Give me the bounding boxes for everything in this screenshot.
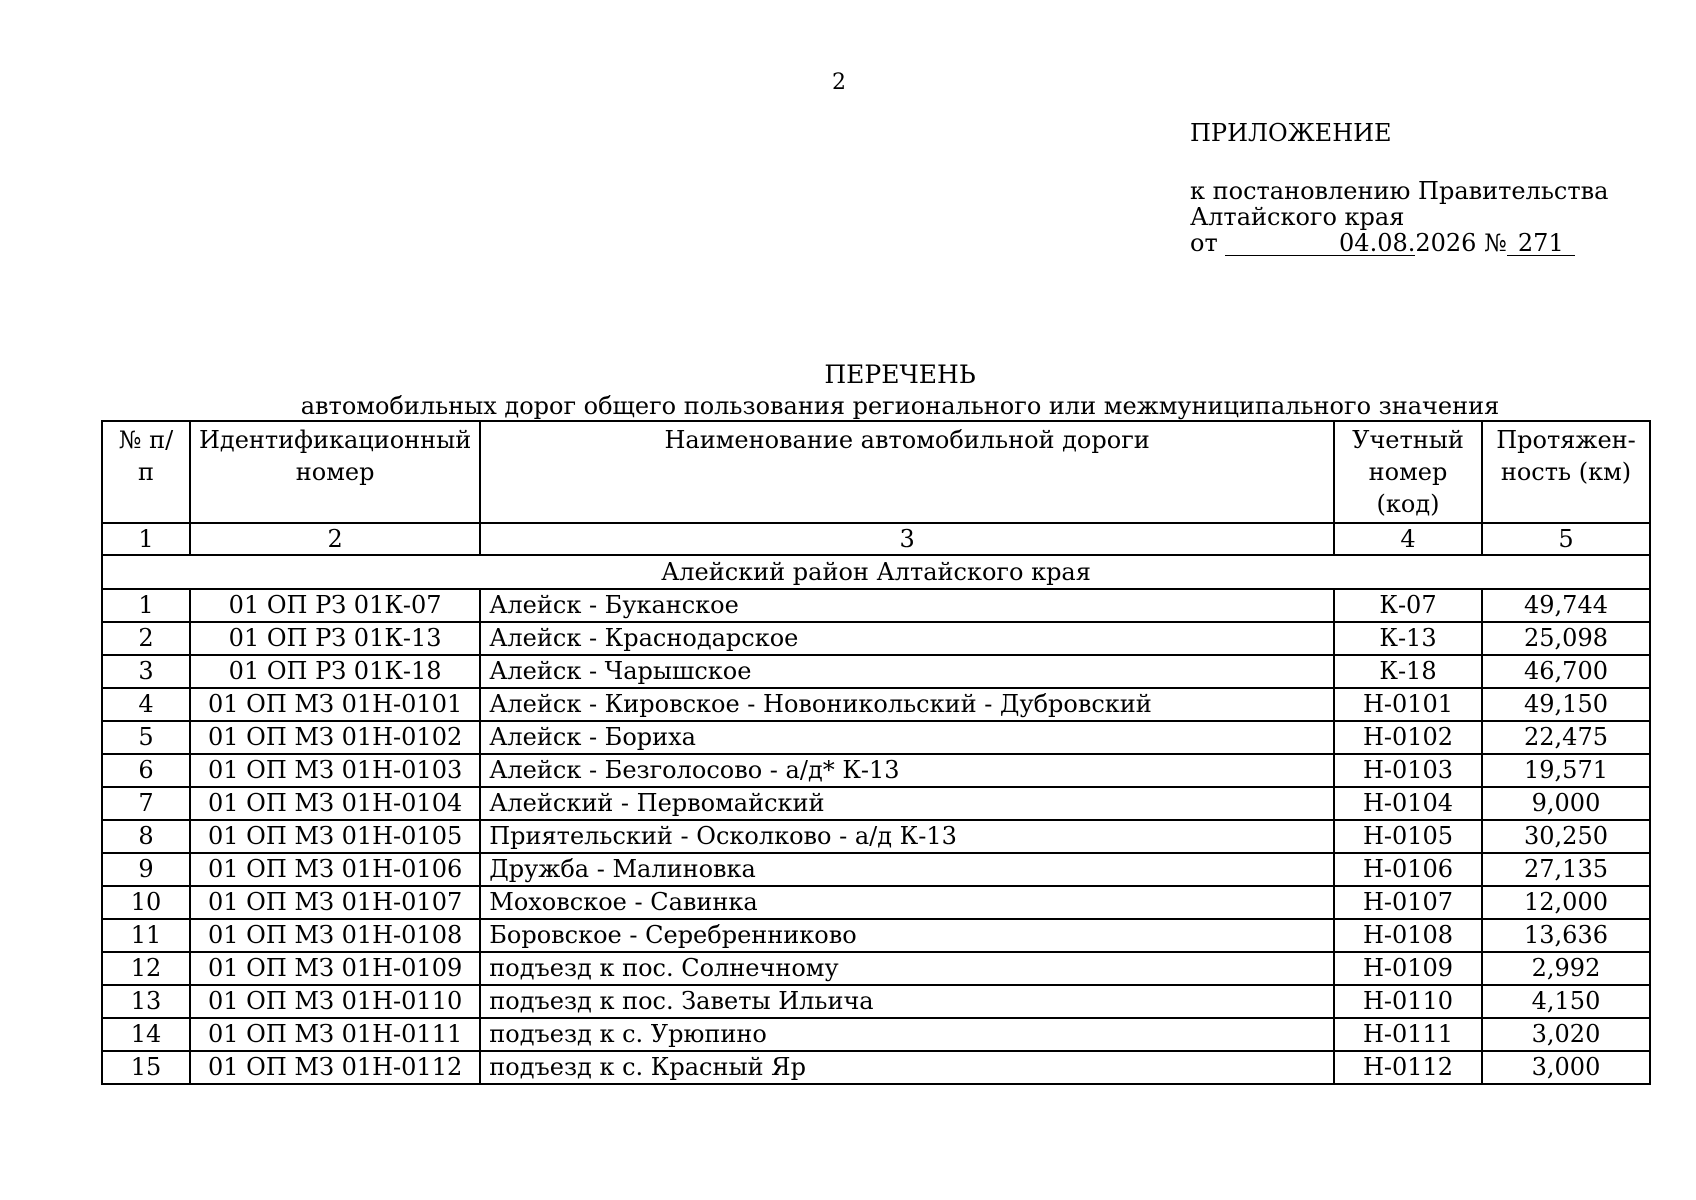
row-name-cell: Алейский - Первомайский <box>480 787 1334 820</box>
header-name: Наименование автомобильной дороги <box>480 421 1334 523</box>
row-length-cell: 3,000 <box>1482 1051 1650 1084</box>
row-name-cell: Дружба - Малиновка <box>480 853 1334 886</box>
table-row <box>102 754 1650 787</box>
row-name-cell: Алейск - Буканское <box>480 589 1334 622</box>
table-row <box>102 787 1650 820</box>
row-id-cell: 01 ОП МЗ 01Н-0107 <box>190 886 480 919</box>
row-code-cell: Н-0103 <box>1334 754 1482 787</box>
row-code-cell: Н-0107 <box>1334 886 1482 919</box>
column-number: 3 <box>480 523 1334 555</box>
column-number: 5 <box>1482 523 1650 555</box>
row-name-cell: Приятельский - Осколково - а/д К-13 <box>480 820 1334 853</box>
row-name-cell: подъезд к с. Урюпино <box>480 1018 1334 1051</box>
row-number-cell: 11 <box>102 919 190 952</box>
row-id-cell: 01 ОП МЗ 01Н-0109 <box>190 952 480 985</box>
row-code-cell: Н-0108 <box>1334 919 1482 952</box>
document-subtitle: автомобильных дорог общего пользования регионального или межмуниципального значения <box>300 392 1500 420</box>
row-id-cell: 01 ОП МЗ 01Н-0103 <box>190 754 480 787</box>
annex-number: 271 <box>1507 231 1575 256</box>
row-code-cell: Н-0111 <box>1334 1018 1482 1051</box>
district-row <box>102 555 1650 589</box>
row-number-cell: 3 <box>102 655 190 688</box>
row-code-cell: Н-0110 <box>1334 985 1482 1018</box>
row-length-cell: 9,000 <box>1482 787 1650 820</box>
row-number-cell: 1 <box>102 589 190 622</box>
row-number-cell: 4 <box>102 688 190 721</box>
row-length-cell: 2,992 <box>1482 952 1650 985</box>
row-name-cell: Алейск - Безголосово - а/д* К-13 <box>480 754 1334 787</box>
row-id-cell: 01 ОП МЗ 01Н-0111 <box>190 1018 480 1051</box>
roads-table <box>101 420 1651 1085</box>
column-number: 4 <box>1334 523 1482 555</box>
row-number-cell: 7 <box>102 787 190 820</box>
row-id-cell: 01 ОП МЗ 01Н-0104 <box>190 787 480 820</box>
header-id: Идентификационный номер <box>190 421 480 523</box>
row-code-cell: Н-0102 <box>1334 721 1482 754</box>
row-number-cell: 14 <box>102 1018 190 1051</box>
row-code-cell: Н-0104 <box>1334 787 1482 820</box>
row-name-cell: подъезд к с. Красный Яр <box>480 1051 1334 1084</box>
header-number: № п/п <box>102 421 190 523</box>
row-code-cell: К-07 <box>1334 589 1482 622</box>
row-length-cell: 27,135 <box>1482 853 1650 886</box>
header-length: Протяжен-ность (км) <box>1482 421 1650 523</box>
column-number: 2 <box>190 523 480 555</box>
page-number: 2 <box>832 70 846 95</box>
annex-date-line <box>1190 230 1650 256</box>
table-row <box>102 655 1650 688</box>
row-length-cell: 13,636 <box>1482 919 1650 952</box>
annex-block <box>1190 118 1650 256</box>
row-code-cell: Н-0101 <box>1334 688 1482 721</box>
row-length-cell: 22,475 <box>1482 721 1650 754</box>
table-row <box>102 952 1650 985</box>
row-length-cell: 3,020 <box>1482 1018 1650 1051</box>
row-number-cell: 5 <box>102 721 190 754</box>
row-id-cell: 01 ОП МЗ 01Н-0110 <box>190 985 480 1018</box>
row-length-cell: 49,744 <box>1482 589 1650 622</box>
row-id-cell: 01 ОП РЗ 01К-07 <box>190 589 480 622</box>
column-number-row <box>102 523 1650 555</box>
annex-line-1: к постановлению Правительства <box>1190 177 1609 205</box>
row-id-cell: 01 ОП РЗ 01К-13 <box>190 622 480 655</box>
row-id-cell: 01 ОП МЗ 01Н-0101 <box>190 688 480 721</box>
row-code-cell: К-18 <box>1334 655 1482 688</box>
row-number-cell: 13 <box>102 985 190 1018</box>
row-name-cell: подъезд к пос. Солнечному <box>480 952 1334 985</box>
table-row <box>102 721 1650 754</box>
table-row <box>102 589 1650 622</box>
row-number-cell: 8 <box>102 820 190 853</box>
row-length-cell: 49,150 <box>1482 688 1650 721</box>
row-id-cell: 01 ОП МЗ 01Н-0105 <box>190 820 480 853</box>
annex-from-label: от <box>1190 229 1218 257</box>
row-number-cell: 6 <box>102 754 190 787</box>
row-code-cell: К-13 <box>1334 622 1482 655</box>
row-name-cell: Моховское - Савинка <box>480 886 1334 919</box>
table-row <box>102 688 1650 721</box>
table-row <box>102 886 1650 919</box>
annex-year: 2026 <box>1415 229 1477 257</box>
row-id-cell: 01 ОП МЗ 01Н-0106 <box>190 853 480 886</box>
row-code-cell: Н-0109 <box>1334 952 1482 985</box>
row-length-cell: 4,150 <box>1482 985 1650 1018</box>
table-row <box>102 853 1650 886</box>
table-row <box>102 1018 1650 1051</box>
row-name-cell: подъезд к пос. Заветы Ильича <box>480 985 1334 1018</box>
row-code-cell: Н-0106 <box>1334 853 1482 886</box>
header-code: Учетный номер (код) <box>1334 421 1482 523</box>
row-id-cell: 01 ОП МЗ 01Н-0108 <box>190 919 480 952</box>
annex-number-label: № <box>1484 229 1507 257</box>
row-code-cell: Н-0112 <box>1334 1051 1482 1084</box>
row-name-cell: Алейск - Кировское - Новоникольский - Дубровский <box>480 688 1334 721</box>
table-row <box>102 919 1650 952</box>
row-length-cell: 25,098 <box>1482 622 1650 655</box>
row-length-cell: 19,571 <box>1482 754 1650 787</box>
annex-date: 04.08. <box>1225 231 1415 256</box>
table-header-row <box>102 421 1650 523</box>
row-length-cell: 30,250 <box>1482 820 1650 853</box>
row-name-cell: Алейск - Краснодарское <box>480 622 1334 655</box>
row-id-cell: 01 ОП РЗ 01К-18 <box>190 655 480 688</box>
annex-line-2: Алтайского края <box>1190 203 1405 231</box>
table-row <box>102 1051 1650 1084</box>
table-row <box>102 622 1650 655</box>
row-length-cell: 12,000 <box>1482 886 1650 919</box>
row-id-cell: 01 ОП МЗ 01Н-0102 <box>190 721 480 754</box>
row-number-cell: 2 <box>102 622 190 655</box>
row-id-cell: 01 ОП МЗ 01Н-0112 <box>190 1051 480 1084</box>
district-name: Алейский район Алтайского края <box>102 555 1650 589</box>
annex-title: ПРИЛОЖЕНИЕ <box>1190 119 1392 147</box>
document-title: ПЕРЕЧЕНЬ <box>824 360 976 389</box>
row-number-cell: 10 <box>102 886 190 919</box>
row-number-cell: 9 <box>102 853 190 886</box>
column-number: 1 <box>102 523 190 555</box>
row-number-cell: 15 <box>102 1051 190 1084</box>
row-name-cell: Алейск - Чарышское <box>480 655 1334 688</box>
table-row <box>102 985 1650 1018</box>
row-name-cell: Алейск - Бориха <box>480 721 1334 754</box>
row-code-cell: Н-0105 <box>1334 820 1482 853</box>
table-row <box>102 820 1650 853</box>
row-name-cell: Боровское - Серебренниково <box>480 919 1334 952</box>
row-length-cell: 46,700 <box>1482 655 1650 688</box>
row-number-cell: 12 <box>102 952 190 985</box>
